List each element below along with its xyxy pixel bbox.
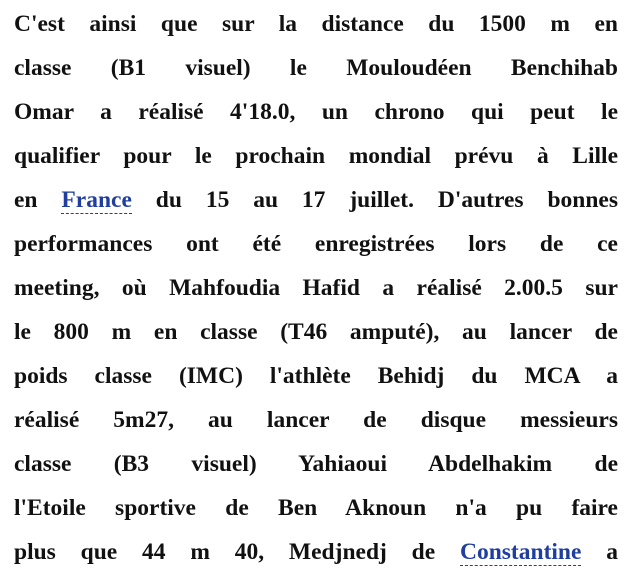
article-line: Omar a réalisé 4'18.0, un chrono qui peut le [14, 99, 618, 125]
line-text: en [14, 187, 38, 213]
article-line: meeting, où Mahfoudia Hafid a réalisé 2.00.5 sur [14, 275, 618, 301]
article-line: qualifier pour le prochain mondial prévu à Lille [14, 143, 618, 169]
article-line [14, 178, 618, 222]
article-line: réalisé 5m27, au lancer de disque messieurs [14, 407, 618, 433]
article-line: performances ont été enregistrées lors de ce [14, 231, 618, 257]
constantine-link[interactable]: Constantine [460, 539, 582, 565]
article-line [14, 530, 618, 574]
article-line: classe (B1 visuel) le Mouloudéen Benchihab [14, 55, 618, 81]
france-link[interactable]: France [61, 187, 132, 213]
article-line: C'est ainsi que sur la distance du 1500 m en [14, 11, 618, 37]
article-line: le 800 m en classe (T46 amputé), au lancer de [14, 319, 618, 345]
article-body [14, 0, 618, 581]
article-line: l'Etoile sportive de Ben Aknoun n'a pu faire [14, 495, 618, 521]
line-text: plus que 44 m 40, Medjnedj de [14, 539, 436, 565]
article-line: classe (B3 visuel) Yahiaoui Abdelhakim de [14, 451, 618, 477]
line-text: a [606, 539, 618, 565]
line-text: du 15 au 17 juillet. D'autres bonnes [155, 187, 618, 213]
article-line: poids classe (IMC) l'athlète Behidj du MCA a [14, 363, 618, 389]
